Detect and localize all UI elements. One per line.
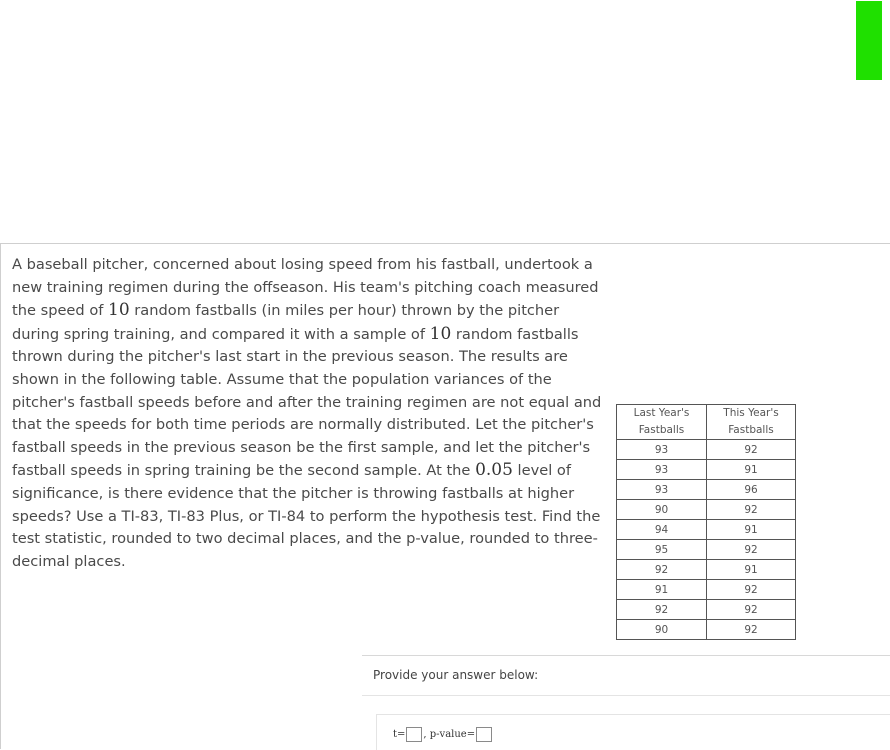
table-row bbox=[617, 540, 796, 560]
table-cell: 92 bbox=[617, 600, 707, 620]
table-cell: 93 bbox=[617, 440, 707, 460]
fastball-table bbox=[616, 404, 796, 640]
column-header-last-year: Last Year's Fastballs bbox=[617, 405, 707, 440]
table-cell: 92 bbox=[707, 620, 796, 640]
column-header-this-year: This Year's Fastballs bbox=[707, 405, 796, 440]
table-cell: 91 bbox=[617, 580, 707, 600]
divider bbox=[0, 243, 1, 749]
table-row bbox=[617, 620, 796, 640]
table-row bbox=[617, 520, 796, 540]
table-cell: 92 bbox=[707, 580, 796, 600]
divider bbox=[362, 695, 890, 696]
table-row bbox=[617, 580, 796, 600]
divider bbox=[362, 655, 890, 656]
table-cell: 91 bbox=[707, 520, 796, 540]
table-row bbox=[617, 500, 796, 520]
table-cell: 92 bbox=[707, 440, 796, 460]
p-value-input[interactable] bbox=[476, 727, 492, 742]
table-cell: 92 bbox=[617, 560, 707, 580]
table-cell: 90 bbox=[617, 620, 707, 640]
divider bbox=[0, 243, 890, 244]
table-row bbox=[617, 460, 796, 480]
table-cell: 91 bbox=[707, 560, 796, 580]
separator: , bbox=[423, 729, 427, 740]
answer-label: Provide your answer below: bbox=[373, 668, 539, 682]
table-cell: 92 bbox=[707, 600, 796, 620]
table-cell: 96 bbox=[707, 480, 796, 500]
table-cell: 92 bbox=[707, 540, 796, 560]
answer-row bbox=[393, 727, 493, 742]
table-row bbox=[617, 480, 796, 500]
table-row bbox=[617, 560, 796, 580]
p-value-label: p-value= bbox=[429, 729, 476, 740]
table-cell: 90 bbox=[617, 500, 707, 520]
table-cell: 94 bbox=[617, 520, 707, 540]
table-cell: 95 bbox=[617, 540, 707, 560]
problem-text: A baseball pitcher, concerned about losing speed from his fastball, undertook a new training regimen during the offseason. His team's pitching coach measured the speed of 10 random fastballs (in miles per hour) thrown by the pitcher during spring training, and compared it with a sample of 10 random fastballs thrown during the pitcher's last start in the previous season. The results are shown in the following table. Assume that the population variances of the pitcher's fastball speeds before and after the training regimen are not equal and that the speeds for both time periods are normally distributed. Let the pitcher's fastball speeds in the previous season be the first sample, and let the pitcher's fastball speeds in spring training be the second sample. At the 0.05 level of significance, is there evidence that the pitcher is throwing fastballs at higher speeds? Use a TI-83, TI-83 Plus, or TI-84 to perform the hypothesis test. Find the test statistic, rounded to two decimal places, and the p-value, rounded to three-decimal places. bbox=[12, 256, 602, 570]
table-cell: 92 bbox=[707, 500, 796, 520]
table-cell: 93 bbox=[617, 480, 707, 500]
table-row bbox=[617, 440, 796, 460]
t-label: t= bbox=[393, 729, 406, 740]
table-row bbox=[617, 600, 796, 620]
table-cell: 93 bbox=[617, 460, 707, 480]
t-statistic-input[interactable] bbox=[406, 727, 422, 742]
table-cell: 91 bbox=[707, 460, 796, 480]
progress-marker bbox=[856, 1, 882, 80]
table-header-row bbox=[617, 405, 796, 440]
